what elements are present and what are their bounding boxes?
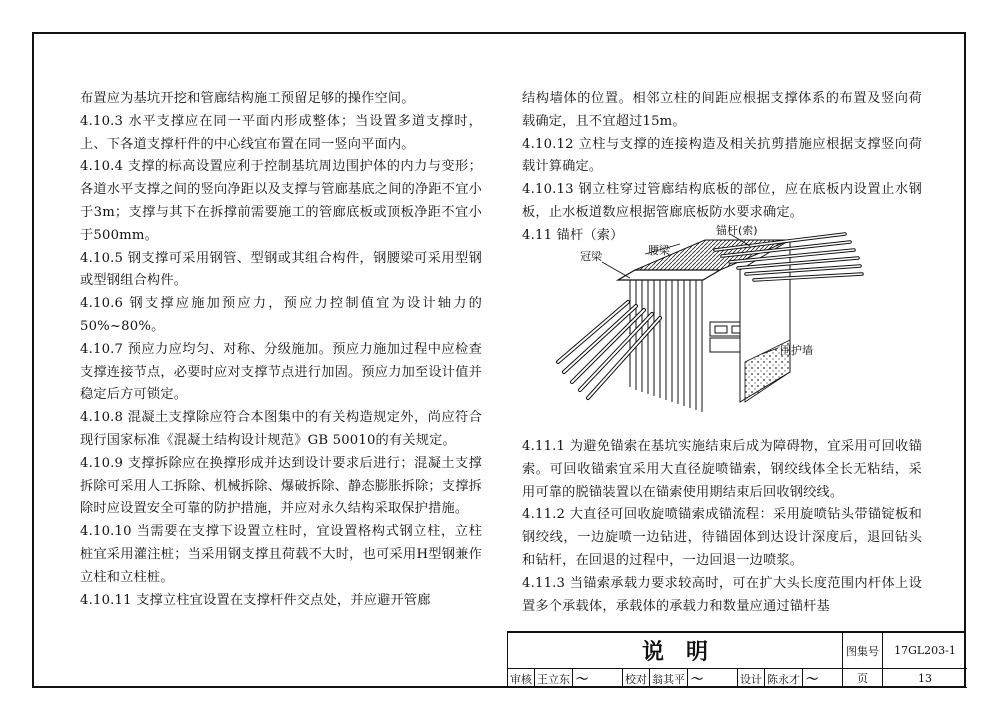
right-column-lower	[522, 436, 922, 618]
paragraph: 4.11.3 当锚索承载力要求较高时，可在扩大头长度范围内杆体上设置多个承载体，承载体的承载力和数量应通过锚杆基	[522, 575, 922, 614]
paragraph: 4.10.7 预应力应均匀、对称、分级施加。预应力施加过程中应检查支撑连接节点，必要时应对支撑节点进行加固。预应力加至设计值并稳定后方可锁定。	[80, 341, 482, 403]
crown-beam-label: 冠梁	[580, 250, 602, 263]
paragraph: 4.10.5 钢支撑可采用钢管、型钢或其组合构件，钢腰梁可采用型钢或型钢组合构件。	[80, 250, 482, 289]
designer-name: 陈永才	[765, 669, 803, 688]
paragraph: 4.10.12 立柱与支撑的连接构造及相关抗剪措施应根据支撑竖向荷载计算确定。	[522, 136, 922, 175]
anchor-label: 锚杆(索)	[716, 224, 758, 237]
checker-name: 翁其平	[650, 669, 688, 688]
reviewer-name: 王立东	[535, 669, 573, 688]
sheet-title: 说明	[508, 633, 843, 669]
waist-beam-label: 腰梁	[648, 244, 670, 257]
page-label: 页	[843, 669, 883, 688]
atlas-label: 图集号	[843, 633, 883, 669]
paragraph: 4.11.1 为避免锚索在基坑实施结束后成为障碍物，宜采用可回收锚索。可回收锚索宜采用大直径旋喷锚索，钢绞线体全长无粘结，采用可靠的脱锚装置以在锚索使用期结束后回收钢绞线。	[522, 439, 922, 500]
paragraph: 布置应为基坑开挖和管廊结构施工预留足够的操作空间。	[80, 91, 415, 106]
left-column	[80, 88, 482, 612]
paragraph: 4.10.13 钢立柱穿过管廊结构底板的部位，应在底板内设置止水钢板，止水板道数应根据管廊底板防水要求确定。	[522, 182, 922, 220]
paragraph: 4.10.11 支撑立柱宜设置在支撑杆件交点处，并应避开管廊	[80, 592, 431, 608]
paragraph: 4.10.4 支撑的标高设置应利于控制基坑周边围护体的内力与变形；各道水平支撑之间的竖向净距以及支撑与管廊基底之间的净距不宜小于3m；支撑与其下在拆撑前需要施工的管廊底板或顶板净距不宜小于500mm。	[80, 159, 482, 243]
paragraph: 4.10.8 混凝土支撑除应符合本图集中的有关构造规定外，尚应符合现行国家标准《混凝土结构设计规范》GB 50010的有关规定。	[80, 410, 482, 448]
retaining-wall-label: 围护墙	[780, 344, 813, 357]
page-number: 13	[883, 669, 967, 688]
atlas-number: 17GL203-1	[883, 633, 967, 669]
check-label: 校对	[623, 669, 650, 688]
paragraph: 4.11.2 大直径可回收旋喷锚索成锚流程：采用旋喷钻头带锚锭板和钢绞线，一边旋喷一边钻进，待锚固体到达设计深度后，退回钻头和钻杆，在回退的过程中，一边回退一边喷浆。	[522, 507, 922, 568]
paragraph: 结构墙体的位置。相邻立柱的间距应根据支撑体系的布置及竖向荷载确定，且不宜超过15m。	[522, 91, 922, 129]
paragraph: 4.10.9 支撑拆除应在换撑形成并达到设计要求后进行；混凝土支撑拆除可采用人工拆除、机械拆除、爆破拆除、静态膨胀拆除；支撑拆除时应设置安全可靠的防护措施，并应对永久结构采取保护措施。	[80, 455, 482, 517]
paragraph: 4.10.10 当需要在支撑下设置立柱时，宜设置格构式钢立柱，立柱桩宜采用灌注桩；当采用钢支撑且荷载不大时，也可采用H型钢兼作立柱和立柱桩。	[80, 524, 482, 585]
checker-signature: 〜	[688, 669, 738, 688]
design-label: 设计	[738, 669, 765, 688]
paragraph: 4.10.3 水平支撑应在同一平面内形成整体；当设置多道支撑时，上、下各道支撑杆件的中心线宜布置在同一竖向平面内。	[80, 113, 482, 152]
section-title: 4.11 锚杆（索）	[522, 227, 624, 243]
reviewer-signature: 〜	[573, 669, 623, 688]
designer-signature: 〜	[805, 672, 818, 686]
paragraph: 4.10.6 钢支撑应施加预应力，预应力控制值宜为设计轴力的50%~80%。	[80, 296, 482, 334]
title-block	[507, 631, 966, 688]
anchor-figure	[540, 222, 870, 422]
sign-row	[508, 669, 843, 688]
review-label: 审核	[508, 669, 535, 688]
